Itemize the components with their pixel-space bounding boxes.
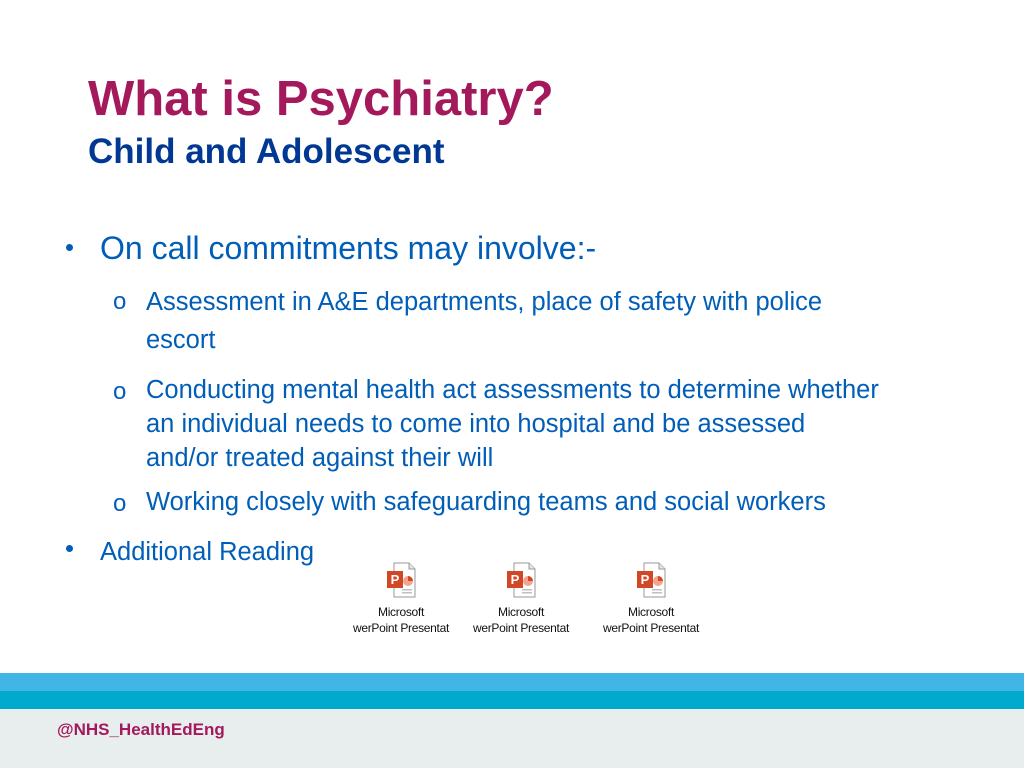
sub-item-line: Assessment in A&E departments, place of safety with police [146,288,823,316]
sub-item-line: Working closely with safeguarding teams and social workers [146,488,826,516]
sub-bullet-marker: o [113,378,127,405]
svg-text:P: P [510,572,520,587]
sub-item-line: Conducting mental health act assessments to determine whether [146,376,879,404]
sub-item-line: and/or treated against their will [146,444,494,472]
footer-band-light [0,673,1024,691]
attachment-ppt-3[interactable] [595,562,707,636]
sub-item-line: an individual needs to come into hospital and be assessed [146,410,806,438]
bullet-dot [66,545,73,552]
footer-twitter-handle: @NHS_HealthEdEng [57,720,225,739]
slide-title: What is Psychiatry? [88,72,554,126]
attachment-label-line1: Microsoft [378,605,424,619]
powerpoint-file-icon[interactable] [636,562,666,598]
slide-subtitle: Child and Adolescent [88,132,445,171]
attachment-ppt-1[interactable] [345,562,457,636]
sub-item-mental-health-act [146,373,879,475]
footer-band-dark [0,691,1024,709]
sub-item-safeguarding [146,485,826,519]
attachment-label-line2: werPoint Presentat [473,621,569,635]
bullet-dot [66,244,73,251]
attachment-label [345,604,457,636]
bullet-on-call: On call commitments may involve:- [100,230,597,266]
attachment-label [595,604,707,636]
svg-text:P: P [390,572,400,587]
sub-item-line: escort [146,326,216,354]
sub-item-assessment [146,283,822,359]
svg-text:P: P [640,572,650,587]
attachment-label-line2: werPoint Presentat [603,621,699,635]
sub-bullet-marker: o [113,288,127,315]
attachment-label-line1: Microsoft [498,605,544,619]
powerpoint-file-icon[interactable] [506,562,536,598]
attachment-label [465,604,577,636]
attachment-label-line1: Microsoft [628,605,674,619]
attachment-ppt-2[interactable] [465,562,577,636]
powerpoint-file-icon[interactable] [386,562,416,598]
attachment-label-line2: werPoint Presentat [353,621,449,635]
bullet-additional-reading: Additional Reading [100,538,315,566]
sub-bullet-marker: o [113,490,127,517]
